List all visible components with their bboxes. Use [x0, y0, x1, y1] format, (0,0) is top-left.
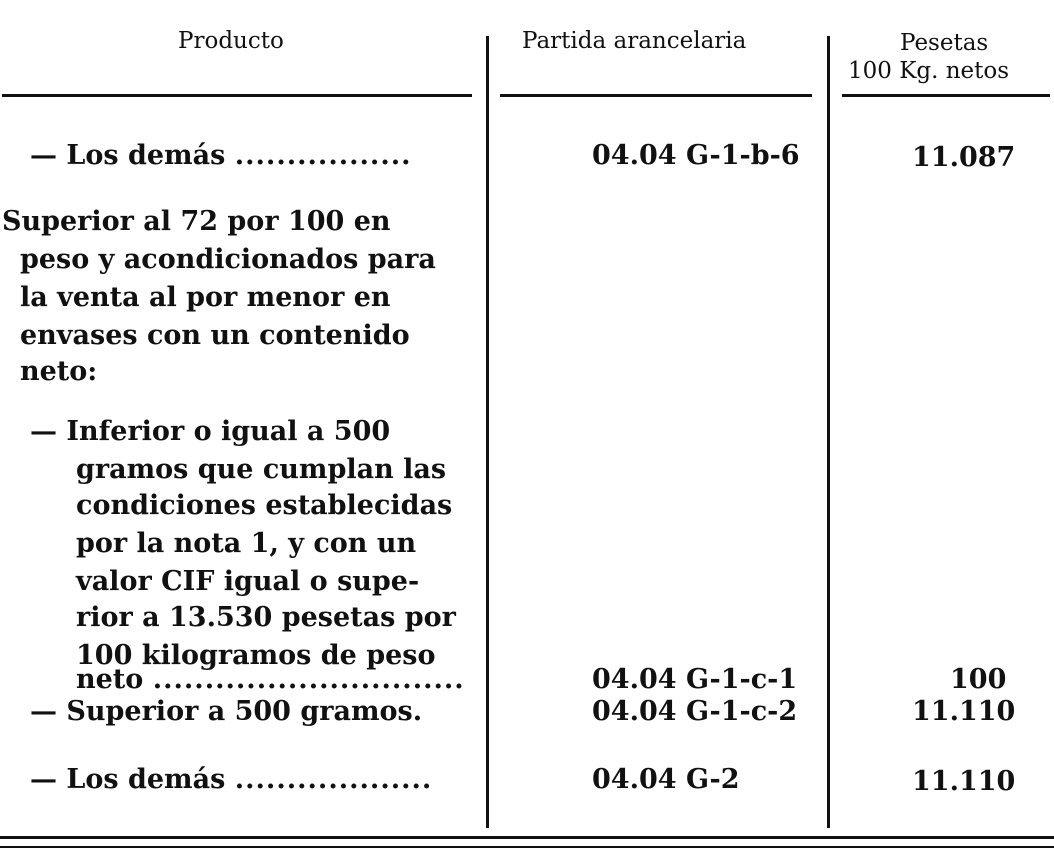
- row-3-line-7: 100 kilogramos de peso: [76, 640, 436, 671]
- row-3-line-8: neto ..............................: [76, 664, 465, 695]
- column-separator-1: [486, 36, 489, 828]
- bottom-rule-bottom: [0, 846, 1054, 848]
- row-3-line-6: rior a 13.530 pesetas por: [76, 602, 456, 633]
- row-4-partida: 04.04 G-1-c-2: [592, 696, 798, 727]
- row-3-line-5: valor CIF igual o supe-: [76, 566, 420, 597]
- row-3-partida: 04.04 G-1-c-1: [592, 664, 798, 695]
- row-1-pesetas: 11.087: [912, 142, 1016, 173]
- row-5-pesetas: 11.110: [912, 766, 1016, 797]
- header-producto: Producto: [178, 28, 284, 54]
- row-3-pesetas: 100: [950, 664, 1007, 695]
- row-2-line-4: envases con un contenido: [20, 320, 410, 351]
- row-5-partida: 04.04 G-2: [592, 764, 740, 795]
- row-3-line-1: — Inferior o igual a 500: [30, 416, 391, 447]
- row-3-line-4: por la nota 1, y con un: [76, 528, 417, 559]
- row-5-producto: — Los demás ...................: [30, 764, 433, 795]
- bottom-rule-top: [0, 836, 1054, 839]
- header-rule-partida: [500, 94, 812, 97]
- row-4-pesetas: 11.110: [912, 696, 1016, 727]
- header-partida-arancelaria: Partida arancelaria: [522, 28, 747, 54]
- header-pesetas-unit: 100 Kg. netos: [848, 58, 1010, 84]
- header-pesetas: Pesetas: [900, 30, 989, 56]
- row-2-line-1: Superior al 72 por 100 en: [2, 206, 391, 237]
- row-1-partida: 04.04 G-1-b-6: [592, 140, 800, 171]
- row-1-producto: — Los demás .................: [30, 140, 412, 171]
- header-rule-pesetas: [842, 94, 1050, 97]
- row-3-line-3: condiciones establecidas: [76, 490, 453, 521]
- row-3-line-2: gramos que cumplan las: [76, 454, 447, 485]
- column-separator-2: [827, 36, 830, 828]
- row-4-producto: — Superior a 500 gramos.: [30, 696, 423, 727]
- row-2-line-2: peso y acondicionados para: [20, 244, 436, 275]
- row-2-line-5: neto:: [20, 356, 98, 387]
- header-rule-producto: [2, 94, 472, 97]
- row-2-line-3: la venta al por menor en: [20, 282, 391, 313]
